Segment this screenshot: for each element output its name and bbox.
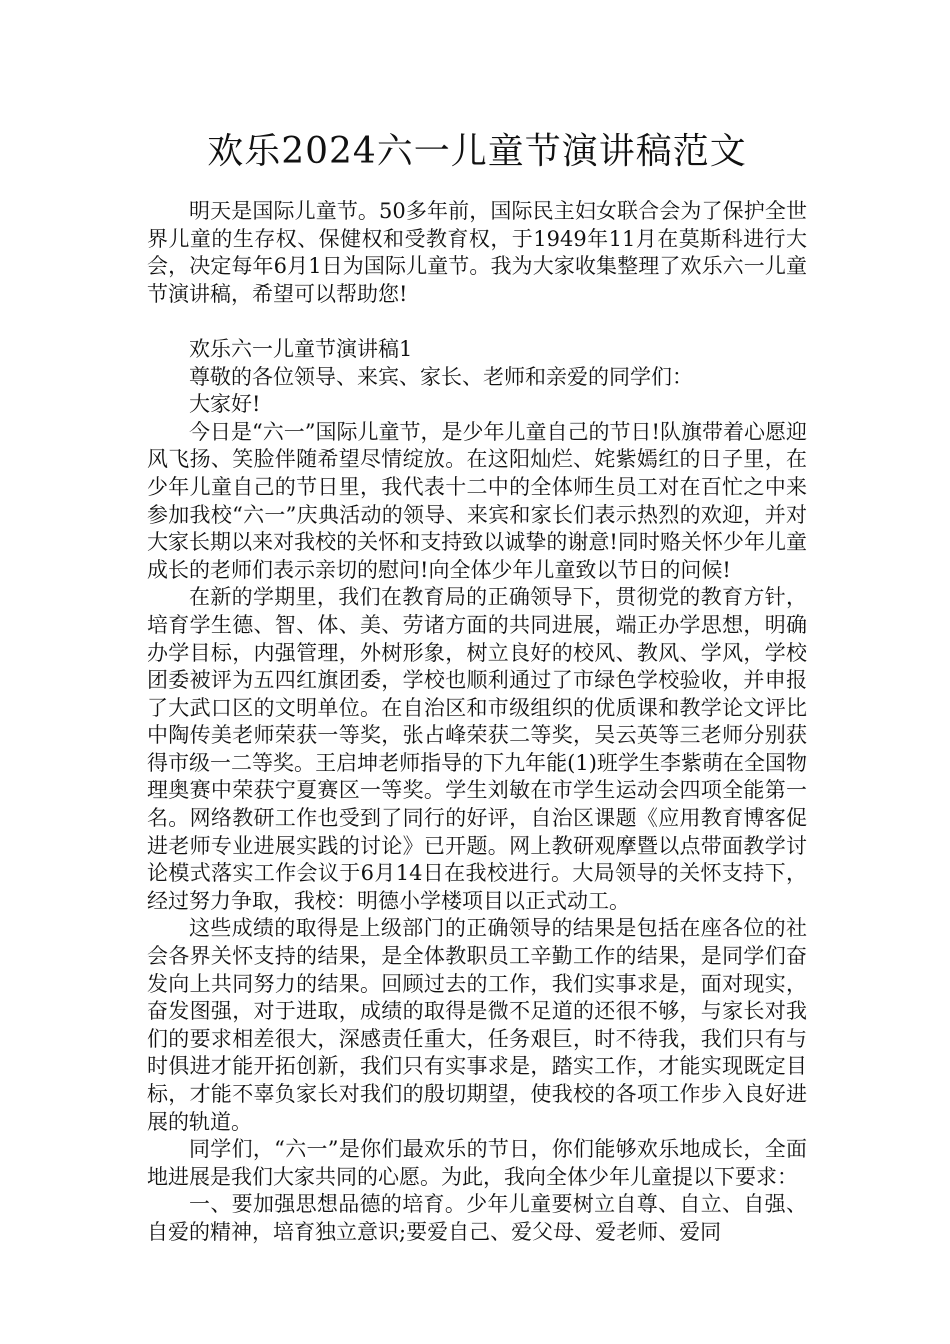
greeting: 大家好! — [189, 392, 261, 417]
speech-heading: 欢乐六一儿童节演讲稿1 — [189, 336, 413, 361]
intro-paragraph: 明天是国际儿童节。50多年前，国际民主妇女联合会为了保护全世界儿童的生存权、保健权和受教育权，于1949年11月在莫斯科进行大会，决定每年6月1日为国际儿童节。我为大家收集整理了欢乐六一儿童节演讲稿，希望可以帮助您! — [147, 199, 807, 306]
body-paragraph: 一、要加强思想品德的培育。少年儿童要树立自尊、自立、自强、自爱的精神，培育独立意识;要爱自己、爱父母、爱老师、爱同 — [147, 1192, 807, 1244]
body-paragraph: 在新的学期里，我们在教育局的正确领导下，贯彻党的教育方针，培育学生德、智、体、美、劳诸方面的共同进展，端正办学思想，明确办学目标，内强管理，外树形象，树立良好的校风、教风、学风，学校团委被评为五四红旗团委，学校也顺利通过了市绿色学校验收，并申报了大武口区的文明单位。在自治区和市级组织的优质课和教学论文评比中陶传美老师荣获一等奖，张占峰荣获二等奖，吴云英等三老师分别获得市级一二等奖。王启坤老师指导的下九年能(1)班学生李紫萌在全国物理奥赛中荣获宁夏赛区一等奖。学生刘敏在市学生运动会四项全能第一名。网络教研工作也受到了同行的好评，自治区课题《应用教育博客促进老师专业进展实践的讨论》已开题。网上教研观摩暨以点带面教学讨论模式落实工作会议于6月14日在我校进行。大局领导的关怀支持下，经过努力争取，我校：明德小学楼项目以正式动工。 — [147, 585, 807, 913]
salutation: 尊敬的各位领导、来宾、家长、老师和亲爱的同学们： — [189, 364, 693, 389]
body-paragraph: 这些成绩的取得是上级部门的正确领导的结果是包括在座各位的社会各界关怀支持的结果，是全体教职员工辛勤工作的结果，是同学们奋发向上共同努力的结果。回顾过去的工作，我们实事求是，面对现实，奋发图强，对于进取，成绩的取得是微不足道的还很不够，与家长对我们的要求相差很大，深感责任重大，任务艰巨，时不待我，我们只有与时俱进才能开拓创新，我们只有实事求是，踏实工作，才能实现既定目标，才能不辜负家长对我们的殷切期望，使我校的各项工作步入良好进展的轨道。 — [147, 916, 807, 1134]
body-paragraph: 今日是“六一”国际儿童节，是少年儿童自己的节日!队旗带着心愿迎风飞扬、笑脸伴随希望尽情绽放。在这阳灿烂、姹紫嫣红的日子里，在少年儿童自己的节日里，我代表十二中的全体师生员工对在百忙之中来参加我校“六一”庆典活动的领导、来宾和家长们表示热烈的欢迎，并对大家长期以来对我校的关怀和支持致以诚挚的谢意!同时赂关怀少年儿童成长的老师们表示亲切的慰问!向全体少年儿童致以节日的问候! — [147, 419, 807, 582]
document-body — [147, 198, 807, 1247]
document-title: 欢乐2024六一儿童节演讲稿范文 — [207, 131, 747, 172]
body-paragraph: 同学们，“六一”是你们最欢乐的节日，你们能够欢乐地成长，全面地进展是我们大家共同的心愿。为此，我向全体少年儿童提以下要求： — [147, 1137, 807, 1189]
